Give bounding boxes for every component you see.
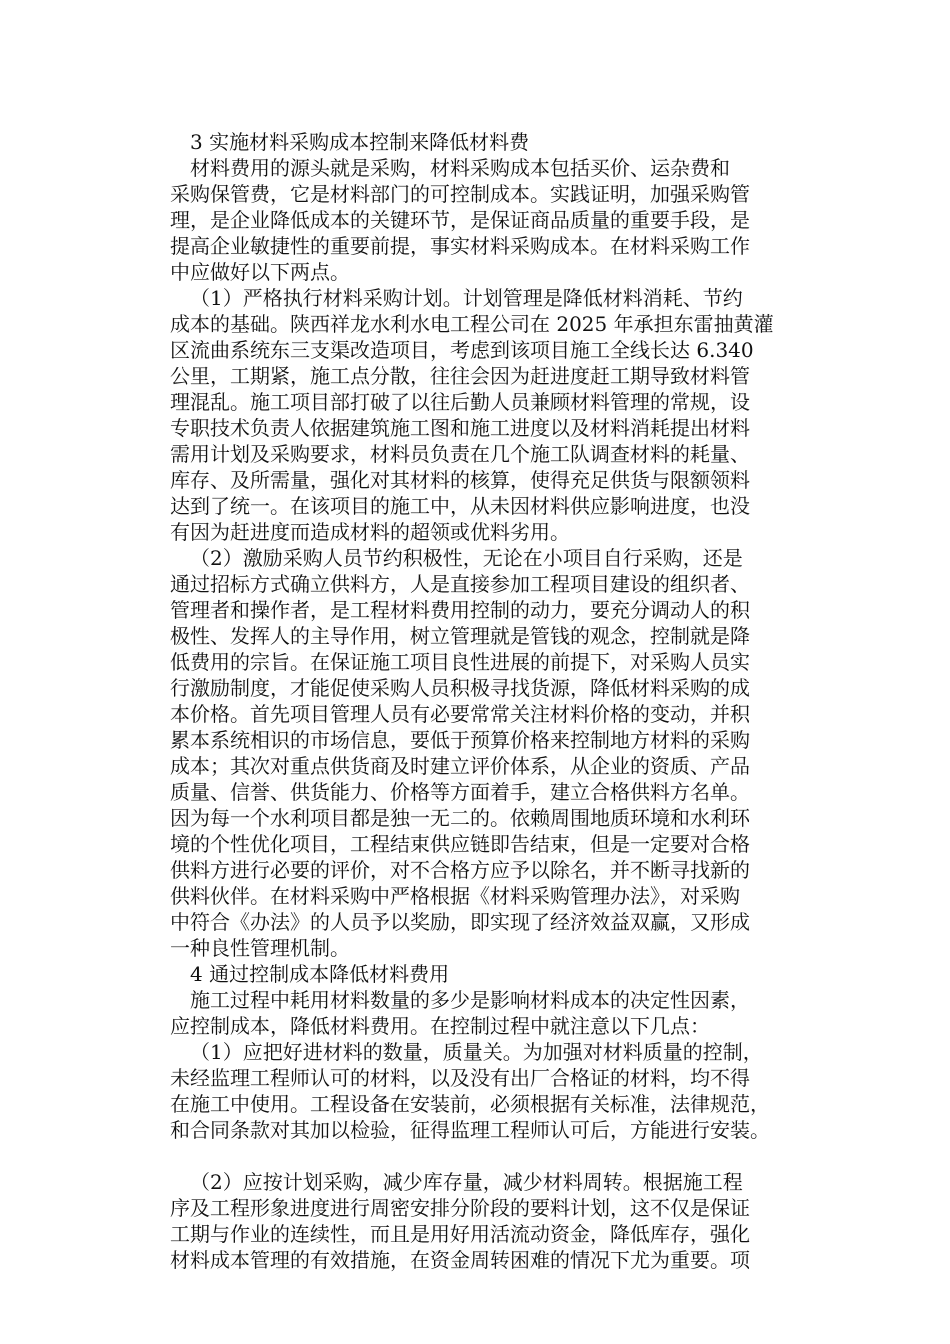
- paragraph-line: 本价格。首先项目管理人员有必要常常关注材料价格的变动，并积: [170, 702, 750, 726]
- paragraph-line: 理，是企业降低成本的关键环节，是保证商品质量的重要手段，是: [170, 208, 750, 232]
- paragraph-line: （1）应把好进材料的数量，质量关。为加强对材料质量的控制，: [190, 1040, 763, 1064]
- paragraph-line: 未经监理工程师认可的材料，以及没有出厂合格证的材料，均不得: [170, 1066, 750, 1090]
- paragraph-line: 累本系统相识的市场信息，要低于预算价格来控制地方材料的采购: [170, 728, 750, 752]
- paragraph-line: 提高企业敏捷性的重要前提，事实材料采购成本。在材料采购工作: [170, 234, 750, 258]
- paragraph-line: 和合同条款对其加以检验，征得监理工程师认可后，方能进行安装。: [170, 1118, 770, 1142]
- paragraph-line: 一种良性管理机制。: [170, 936, 350, 960]
- paragraph-line: 成本；其次对重点供货商及时建立评价体系，从企业的资质、产品: [170, 754, 750, 778]
- paragraph-line: 中应做好以下两点。: [170, 260, 350, 284]
- paragraph-line: 质量、信誉、供货能力、价格等方面着手，建立合格供料方名单。: [170, 780, 750, 804]
- paragraph-line: 成本的基础。陕西祥龙水利水电工程公司在 2025 年承担东雷抽黄灌: [170, 312, 774, 336]
- paragraph-line: 因为每一个水利项目都是独一无二的。依赖周围地质环境和水利环: [170, 806, 750, 830]
- section-heading-4: 4 通过控制成本降低材料费用: [190, 962, 450, 986]
- paragraph-line: 公里，工期紧，施工点分散，往往会因为赶进度赶工期导致材料管: [170, 364, 750, 388]
- paragraph-line: 材料费用的源头就是采购，材料采购成本包括买价、运杂费和: [190, 156, 730, 180]
- paragraph-line: （1）严格执行材料采购计划。计划管理是降低材料消耗、节约: [190, 286, 743, 310]
- paragraph-line: 供料方进行必要的评价，对不合格方应予以除名，并不断寻找新的: [170, 858, 750, 882]
- paragraph-line: 应控制成本，降低材料费用。在控制过程中就注意以下几点：: [170, 1014, 710, 1038]
- paragraph-line: 采购保管费，它是材料部门的可控制成本。实践证明，加强采购管: [170, 182, 750, 206]
- paragraph-line: 序及工程形象进度进行周密安排分阶段的要料计划，这不仅是保证: [170, 1196, 750, 1220]
- paragraph-line: 有因为赶进度而造成材料的超领或优料劣用。: [170, 520, 570, 544]
- paragraph-line: 专职技术负责人依据建筑施工图和施工进度以及材料消耗提出材料: [170, 416, 750, 440]
- paragraph-line: 库存、及所需量，强化对其材料的核算，使得充足供货与限额领料: [170, 468, 750, 492]
- paragraph-line: 境的个性优化项目，工程结束供应链即告结束，但是一定要对合格: [170, 832, 750, 856]
- paragraph-line: 管理者和操作者，是工程材料费用控制的动力，要充分调动人的积: [170, 598, 750, 622]
- paragraph-line: 材料成本管理的有效措施，在资金周转困难的情况下尤为重要。项: [170, 1248, 750, 1272]
- paragraph-line: 行激励制度，才能促使采购人员积极寻找货源，降低材料采购的成: [170, 676, 750, 700]
- paragraph-line: 区流曲系统东三支渠改造项目，考虑到该项目施工全线长达 6.340: [170, 338, 754, 362]
- paragraph-line: 达到了统一。在该项目的施工中，从未因材料供应影响进度，也没: [170, 494, 750, 518]
- paragraph-line: （2）激励采购人员节约积极性，无论在小项目自行采购，还是: [190, 546, 743, 570]
- paragraph-line: 施工过程中耗用材料数量的多少是影响材料成本的决定性因素，: [190, 988, 750, 1012]
- paragraph-line: 在施工中使用。工程设备在安装前，必须根据有关标准，法律规范，: [170, 1092, 770, 1116]
- section-heading-3: 3 实施材料采购成本控制来降低材料费: [190, 130, 530, 154]
- paragraph-line: 极性、发挥人的主导作用，树立管理就是管钱的观念，控制就是降: [170, 624, 750, 648]
- paragraph-line: （2）应按计划采购，减少库存量，减少材料周转。根据施工程: [190, 1170, 743, 1194]
- paragraph-line: 低费用的宗旨。在保证施工项目良性进展的前提下，对采购人员实: [170, 650, 750, 674]
- paragraph-line: 供料伙伴。在材料采购中严格根据《材料采购管理办法》，对采购: [170, 884, 740, 908]
- paragraph-line: 需用计划及采购要求，材料员负责在几个施工队调查材料的耗量、: [170, 442, 750, 466]
- paragraph-line: 通过招标方式确立供料方，人是直接参加工程项目建设的组织者、: [170, 572, 750, 596]
- paragraph-line: 中符合《办法》的人员予以奖励，即实现了经济效益双赢，又形成: [170, 910, 750, 934]
- paragraph-line: 理混乱。施工项目部打破了以往后勤人员兼顾材料管理的常规，设: [170, 390, 750, 414]
- paragraph-line: 工期与作业的连续性，而且是用好用活流动资金，降低库存，强化: [170, 1222, 750, 1246]
